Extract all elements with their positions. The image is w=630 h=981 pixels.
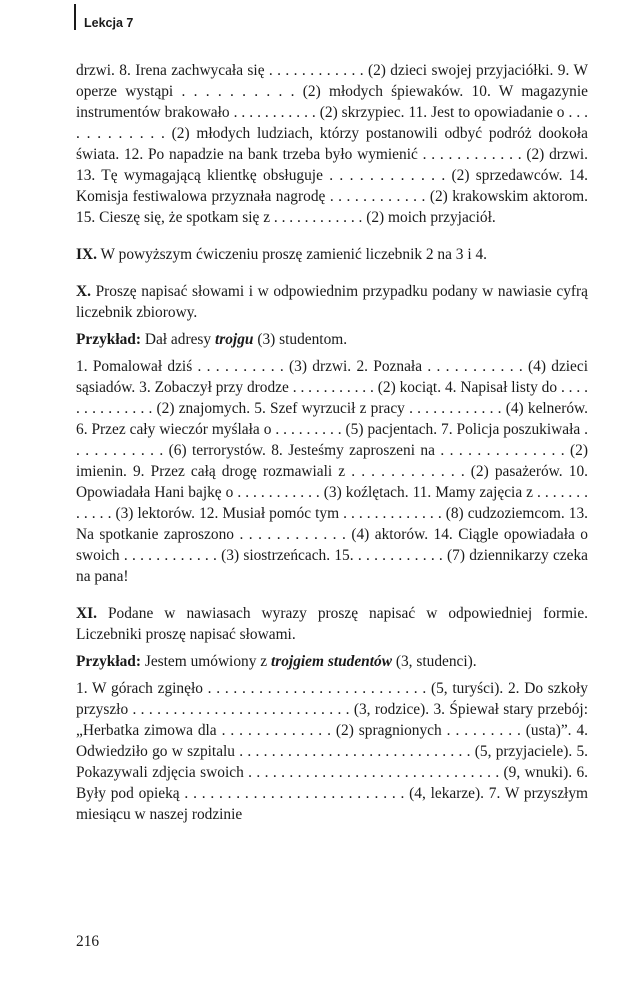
exercise-9 bbox=[76, 244, 588, 265]
exercise-10-example bbox=[76, 329, 588, 350]
exercise-continuation: drzwi. 8. Irena zachwycała się . . . . . . . . . . . . (2) dzieci swojej przyjaciółki. 9. W operze wystąpi . . . . . . . . . . (2) młodych śpiewaków. 10. W magazynie instrumentów brakowało . . . . . . . . . . . (2) skrzypiec. 11. Jest to opowiadanie o . . . . . . . . . . . . (2) młodych ludziach, którzy postanowili odbyć podróż dookoła świata. 12. Po napadzie na bank trzeba było wymienić . . . . . . . . . . . . (2) drzwi. 13. Tę wymagającą klientkę obsługuje . . . . . . . . . . . . (2) sprzedawców. 14. Komisja festiwalowa przyznała nagrodę . . . . . . . . . . . . (2) krakowskim aktorom. 15. Cieszę się, że spotkam się z . . . . . . . . . . . . (2) moich przyjaciół. bbox=[76, 62, 588, 226]
example-text-after: (3, studenci). bbox=[395, 653, 477, 670]
exercise-11-instruction: Podane w nawiasach wyrazy proszę napisać w odpowiedniej formie. Liczebniki proszę napisać słowami. bbox=[76, 605, 589, 643]
lesson-label: Lekcja 7 bbox=[84, 16, 134, 30]
exercise-10-header bbox=[76, 281, 588, 323]
exercise-9-number: IX. bbox=[76, 246, 97, 263]
exercise-9-instruction: W powyższym ćwiczeniu proszę zamienić liczebnik 2 na 3 i 4. bbox=[100, 246, 488, 263]
example-answer: trojgiem studentów bbox=[270, 653, 392, 670]
exercise-11-header bbox=[76, 603, 588, 645]
exercise-10-number: X. bbox=[76, 283, 91, 300]
example-text-before: Dał adresy bbox=[144, 331, 212, 348]
page-body bbox=[76, 60, 588, 825]
exercise-11-number: XI. bbox=[76, 605, 97, 622]
exercise-11-items: 1. W górach zginęło . . . . . . . . . . . . . . . . . . . . . . . . . . (5, turyści). 2. Do szkoły przyszło . . . . . . . . . . . . . . . . . . . . . . . . . . . (3, rodzice). 3. Śpiewał stary przebój: „Herbatka zimowa dla . . . . . . . . . . . . . (2) spragnionych . . . . . . . . . (usta)”. 4. Odwiedziło go w szpitalu . . . . . . . . . . . . . . . . . . . . . . . . . . . . . (5, przyjaciele). 5. Pokazywali zdjęcia swoich . . . . . . . . . . . . . . . . . . . . . . . . . . . . . . . (9, wnuki). 6. Były pod opieką . . . . . . . . . . . . . . . . . . . . . . . . . . (4, lekarze). 7. W przyszłym miesiącu w naszej rodzinie bbox=[76, 680, 588, 823]
example-answer: trojgu bbox=[214, 331, 254, 348]
page-number: 216 bbox=[76, 933, 100, 950]
exercise-11-example bbox=[76, 651, 588, 672]
example-label: Przykład: bbox=[76, 331, 141, 348]
example-text-after: (3) studentom. bbox=[257, 331, 348, 348]
example-text-before: Jestem umówiony z bbox=[144, 653, 268, 670]
exercise-10-instruction: Proszę napisać słowami i w odpowiednim przypadku podany w nawiasie cyfrą liczebnik zbiorowy. bbox=[76, 283, 588, 321]
running-header bbox=[74, 4, 133, 30]
example-label: Przykład: bbox=[76, 653, 141, 670]
exercise-10-items: 1. Pomalował dziś . . . . . . . . . . (3) drzwi. 2. Poznała . . . . . . . . . . . (4) dzieci sąsiadów. 3. Zobaczył przy drodze . . . . . . . . . . . (2) kociąt. 4. Napisał listy do . . . . . . . . . . . . . . (2) znajomych. 5. Szef wyrzucił z pracy . . . . . . . . . . . . (4) kelnerów. 6. Przez cały wieczór myślała o . . . . . . . . . (5) pacjentach. 7. Policja poszukiwała . . . . . . . . . . . (6) terrorystów. 8. Jesteśmy zaproszeni na . . . . . . . . . . . . . . (2) imienin. 9. Przez całą drogę rozmawiali z . . . . . . . . . . . . (2) pasażerów. 10. Opowiadała Hani bajkę o . . . . . . . . . . . (3) koźlętach. 11. Mamy zajęcia z . . . . . . . . . . . . (3) lektorów. 12. Musiał pomóc tym . . . . . . . . . . . . . (8) cudzoziemcom. 13. Na spotkanie zaproszono . . . . . . . . . . . . (4) aktorów. 14. Ciągle opowiadała o swoich . . . . . . . . . . . . (3) siostrzeńcach. 15. . . . . . . . . . . . (7) dziennikarzy czeka na pana! bbox=[76, 358, 588, 585]
